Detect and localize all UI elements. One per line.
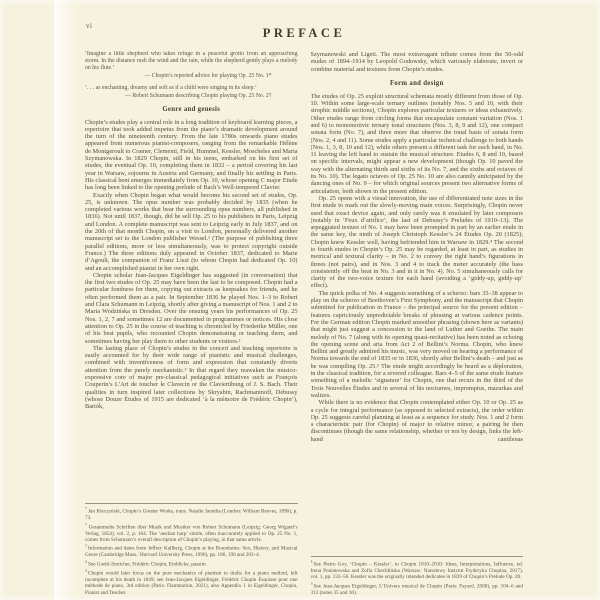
footnote [311, 582, 524, 596]
epigraph-1-attribution: — Chopin’s reported advice for playing Op. 25 No. 1* [144, 72, 272, 79]
paragraph: Exactly when Chopin began what would become his second set of etudes, Op. 25, is unknown. The opus number was probably decided by 1835 (when he completed various works that bear the surrounding opus numbers, all published in 1836). Not until 1837, though, did he sell Op. 25 to his publishers in Paris, Leipzig and London. A complete manuscript was sent to Leipzig early in July 1837, and on the 20th of that month Chopin, on a visit to London, personally delivered another manuscript set to the London publisher Wessel.¹ (The purpose of publishing three parallel editions, more or less simultaneously, was to protect copyright outside France.) The three editions duly appeared in October 1837, dedicated to Marie d’Agoult, the companion of Franz Liszt (to whom Chopin had dedicated Op. 10) and an accomplished pianist in her own right. [85, 191, 298, 272]
footnote-marker: † [85, 521, 88, 527]
page-number: vi [86, 22, 93, 30]
paragraph: The etudes of Op. 25 exploit structural schemata mostly different from those of Op. 10. Within some large-scale ternary outlines (notably Nos. 5 and 10, with their strophic middle sections), Chopin explores particular textures or ideas exhaustively. Other etudes range from circling forms that encapsulate constant variation (Nos. 1 and 6) to monomotivic ternary tonal structures (Nos. 3, 8, 9 and 12), one compact sonata form (No. 7), and three more that observe the tonal basis of sonata form (Nos. 2, 4 and 11). Some etudes apply a particular technical challenge to both hands (Nos. 1, 3, 8, 10 and 12), while others present a different task for each hand, in No. 11 leaving the left hand to sustain the musical structure. Etudes 6, 8 and 10, based on specific intervals, might appear a new development (though Op. 10 paved the way with the alternating thirds and sixths of its No. 7, and the sixths and octaves of its No. 10). The legato octaves of Op. 25 No. 10 are also cannily anticipated by the dancing ones of No. 9 – for which original sources present two alternative forms of articulation, both shown in the present edition. [310, 92, 523, 195]
footnote [85, 560, 298, 568]
footnote-text: See Goebl-Streicher, Frédéric Chopin, Einblicke, passim. [88, 561, 207, 568]
footnote-marker: * [85, 506, 87, 512]
left-column [85, 51, 298, 597]
paragraph: Op. 25 opens with a visual innovation, the use of differentiated note sizes in the first etude to mark out the slowly-moving main voices. Surprisingly, Chopin never used that exact device again, and only rarely was it emulated by later composers (notably in ‘Feux d’artifice’, the last of Debussy’s Preludes of 1910–13). The arpeggiated texture of No. 1 may have been prompted in part by an earlier etude in the same key, the ninth of Joseph Christoph Kessler’s 24 Études Op. 20 (1825); Chopin knew Kessler well, having befriended him in Warsaw in 1829.⁴ The second to fourth etudes in Chopin’s Op. 25 may be regarded, at least in part, as studies in metrical and textural clarity – in No. 2 to convey the right hand’s figurations in threes (not pairs), and in Nos. 3 and 4 to track the meter accurately (the bass consistently off the beat in No. 3 and in it in No. 4). No. 5 simultaneously calls for clarity of the two-voice texture for each hand (avoiding a ‘giddy-up, giddy-up’ effect). [310, 194, 523, 290]
footnote-text: Gesammelte Schriften über Musik und Musiker von Robert Schumann (Leipzig: Georg Wigand’s Verlag, 1854), vol. 2, p. 104. The ‘aeolian harp’ simile, often inaccurately applied to Op. 25 No. 1, comes from Schumann’s overall description of Chopin’s playing, in that same article. [85, 524, 298, 544]
footnote [311, 560, 524, 581]
footnote-text: Information and dates from Jeffrey Kallberg, Chopin at the Boundaries: Sex, History, and Musical Genre (Cambridge Mass.: Harvard University Press, 1996), pp. 186, 190 and 203–4. [85, 546, 298, 559]
scan-edge-artifact [54, 0, 76, 600]
page-content [85, 26, 523, 596]
section-heading-genre-and-genesis: Genre and genesis [162, 105, 221, 113]
footnote-text: See Pietro Goy, ‘Chopin – Kessler’, in Chopin 1810–2010: Ideas, Interpretations, Influence, ed. Irena Poniatowska and Zofia Chechlińska (Warsaw: Narodowy Instytut Fryderyka Chopina, 2017), vol. 1, pp. 133–56. Kessler was the originally intended dedicatee in 1839 of Chopin’s Prelude Op. 28. [310, 561, 523, 581]
footnote-marker: 1 [85, 543, 87, 549]
right-column-main [311, 51, 524, 443]
footnote [85, 569, 298, 596]
paragraph: Szymanowski and Ligeti. The most extravagant tribute comes from the 50-odd etudes of 1894–1914 by Leopold Godowsky, which variously elaborate, invert or combine material and textures from Chopin’s etudes. [310, 51, 523, 73]
footnote-marker: 2 [85, 558, 87, 564]
footnotes-right [311, 556, 524, 597]
footnote-text: Chopin would later focus on the pure mechanics of pianism in drafts for a piano method, left incomplete at his death in 1849; see Jean-Jacques Eigeldinger, Frédéric Chopin Esquisse pour une méthode de piano, 3rd edition (Paris: Flammarion, 2021), also Appendix 1 in Eigeldinger, Chopin, Pianist and Teacher. [85, 570, 298, 596]
paragraph: Chopin scholar Jean-Jacques Eigeldinger has suggested (in conversation) that the first two etudes of Op. 25 may have been the last to be composed. Chopin had a particular fondness for them, copying out extracts as keepsakes for friends, and he often performed them as a pair. In September 1836 he played Nos. 1–3 to Robert and Clara Schumann in Leipzig, shortly after giving a manuscript of Nos. 1 and 2 to Maria Wodzińska in Dresden. Over the ensuing years his performances of Op. 25 Nos. 1, 2, 7 and sometimes 12 are documented in programmes or notices. His close attention to Op. 25 in the course of teaching is chronicled by Friederike Müller, one of his best pupils, who recounted Chopin demonstrating or teaching them, and sometimes having her play them to other students or visitors.² [85, 271, 298, 345]
footnote-text: See Jean-Jacques Eigeldinger, L’Univers musical de Chopin (Paris: Fayard, 2000), pp. 104–6 and 312 (notes 35 and 36). [310, 583, 523, 596]
preface-title: PREFACE [262, 26, 346, 40]
footnote [85, 544, 298, 558]
epigraph-2 [85, 85, 298, 100]
paragraph: The lasting place of Chopin’s etudes in the concert and teaching repertoire is easily accounted for by their wide range of pianistic and musical challenges, combined with inventiveness of form and expression that constantly diverts attention from the purely mechanistic.³ In that regard they reawaken the musico-expressive core of major pre-classical pedagogical initiatives such as François Couperin’s L’Art de toucher le Clavecin or the Clavierübung of J. S. Bach. Their qualities in turn inspired later collections by Skryabin, Rachmaninoff, Debussy (whose Douze Études of 1915 are dedicated ‘à la mémoire de Frédéric Chopin’), Bartók, [85, 344, 298, 411]
epigraph-2-text: ‘. . . as enchanting, dreamy and soft as if a child were singing in its sleep.’ [85, 84, 257, 91]
epigraph-1-text: ‘Imagine a little shepherd who takes refuge in a peaceful grotto from an approaching storm. In the distance rush the wind and the rain, while the shepherd gently plays a melody on his flute.’ [85, 51, 298, 71]
section-heading-form-and-design: Form and design [389, 79, 444, 87]
epigraph-1 [85, 51, 298, 80]
right-column [311, 51, 524, 597]
footnotes-left [85, 503, 298, 597]
footnote [85, 523, 298, 544]
epigraph-2-attribution: — Robert Schumann describing Chopin playing Op. 25 No. 2† [125, 92, 272, 99]
footnote-marker: 5 [310, 580, 313, 586]
two-column-text [85, 51, 523, 597]
paragraph: While there is no evidence that Chopin contemplated either Op. 10 or Op. 25 as a cycle for integral performance (as opposed to selected extracts), the order within Op. 25 suggests careful planning at least as a sequence for study. Nos. 1 and 2 form a characteristic pair (for Chopin) of major to relative minor, a pairing he then discontinues (though the same relationship, whether or not by design, links the left-hand cantilenas [310, 399, 523, 443]
footnote-marker: 4 [310, 558, 313, 564]
footnote [85, 507, 298, 521]
footnote-text: Jan Kleczyński, Chopin’s Greater Works, trans. Natalie Janotha (London: William Reeves, 1896), p. 73. [85, 508, 298, 522]
left-column-main [85, 51, 298, 410]
footnote-marker: 3 [85, 567, 87, 573]
paragraph: The quick polka of No. 4 suggests something of a scherzo: bars 35–38 appear to play on the scherzo of Beethoven’s First Symphony, and the manuscript that Chopin submitted for publication in France – the principal source for the present edition – features capriciously unpredictable breaks of phrasing at various cadence points. For the German edition Chopin marked smoother phrasing (shown here as variants) that might just suggest a concession to the land of Luther and Goethe. The main melody of No. 7 (along with its opening quasi-recitative) has been noted as echoing the opening scene and aria from Act 2 of Bellini’s Norma. Chopin, who knew Bellini and greatly admired his music, was very moved on hearing a performance of Norma towards the end of 1835 or in 1836, shortly after Bellini’s death – and just as he was compiling Op. 25.⁵ The etude might accordingly be heard as a déploration, in the classical tradition, for a revered colleague. Bars 4–5 of the same etude feature something of a melodic ‘signature’ for Chopin, one that recurs in the third of the Trois Nouvelles Études and in several of his nocturnes, impromptus, mazurkas and waltzes. [310, 289, 523, 399]
paragraph: Chopin’s etudes play a central role in a long tradition of keyboard learning pieces, a repertoire that took added impetus from the piano’s dramatic development around the turn of the nineteenth century. From the late 1780s onwards piano etudes appeared from numerous pianist-composers, ranging from the remarkable Hélène de Montgeroult to Cramer, Clementi, Field, Hummel, Kessler, Moscheles and Maria Szymanowska. In 1829 Chopin, still in his teens, embarked on his first set of etudes, the eventual Op. 10, completing them in 1832 – a period covering his last year in Warsaw, sojourns in Austria and Germany, and finally his settling in Paris. His classical bent emerges immediately from Op. 10, whose opening C major Etude has long been linked to the opening prelude of Bach’s Well-tempered Clavier. [85, 118, 298, 192]
